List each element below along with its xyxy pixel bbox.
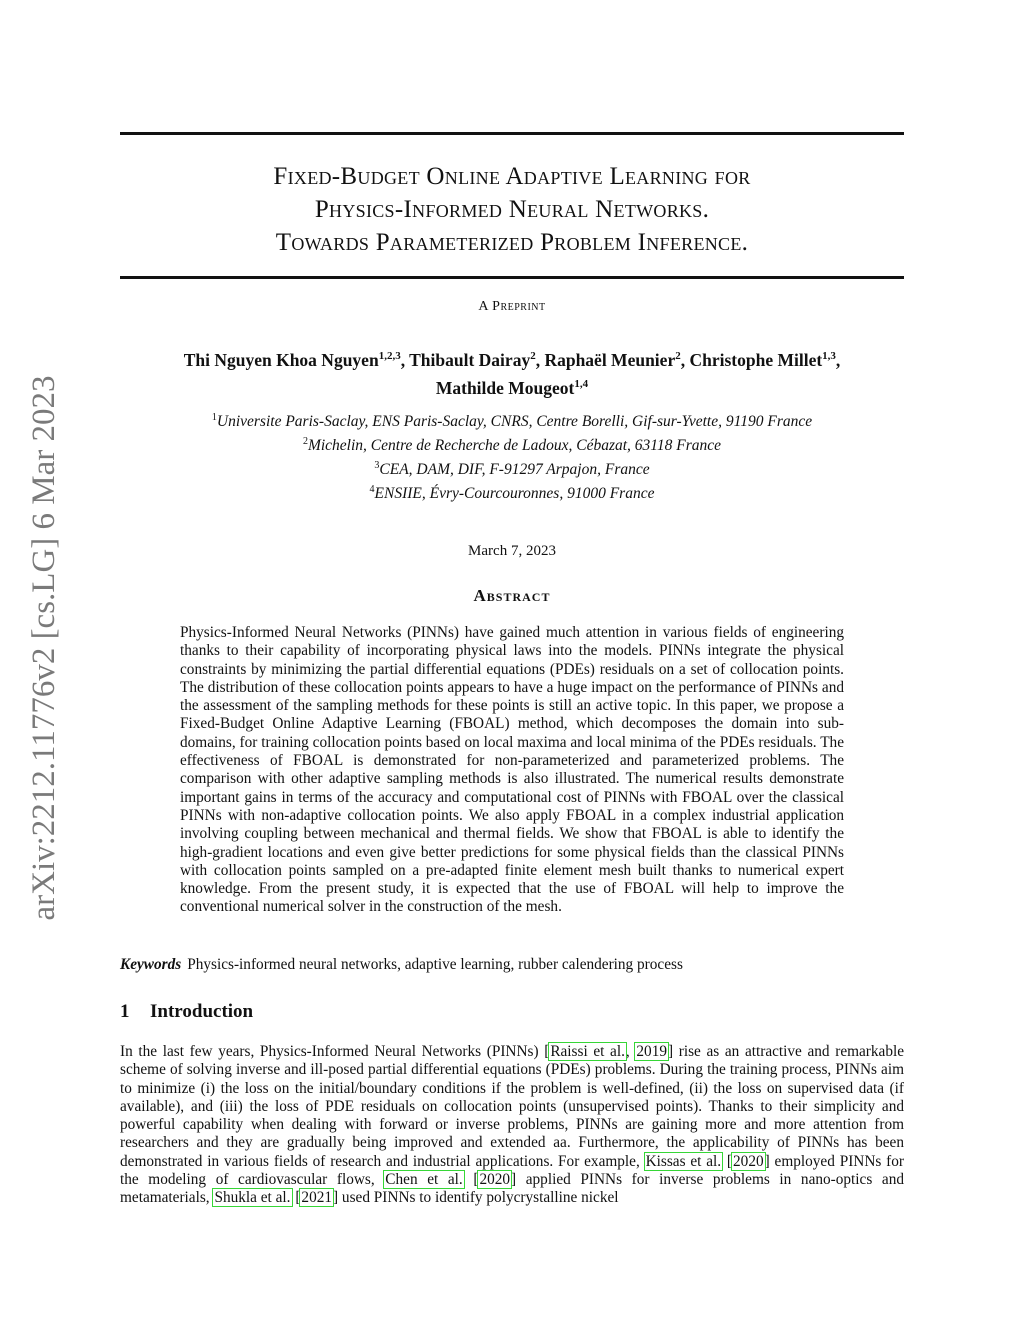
author-name: Thi Nguyen Khoa Nguyen [183,349,379,370]
author-line [120,372,904,400]
title-line: Towards Parameterized Problem Inference. [275,229,749,256]
keywords-label: Keywords [120,956,182,973]
preprint-label: A Preprint [478,299,546,314]
author-name: Christophe Millet [689,349,823,370]
title-line: Fixed-Budget Online Adaptive Learning for [273,163,751,190]
text-run: [ [291,1189,301,1207]
affiliation-number: 2 [302,436,308,448]
affiliation-text: ENSIIE, Évry-Courcouronnes, 91000 France [374,485,655,503]
section-title: Introduction [150,1001,254,1022]
author-separator: , [835,349,841,370]
author-affil-sup: 1,2,3 [378,350,401,362]
author-separator: , [680,349,690,370]
citation-link[interactable]: Shukla et al. [214,1189,291,1207]
author-affil-sup: 1,3 [822,350,836,362]
author-separator: , [535,349,545,370]
publication-date: March 7, 2023 [468,543,556,559]
text-run: ] employed PINNs for the modeling of cardiovascular flows, [120,1152,905,1189]
author-name: Raphaël Meunier [544,349,676,370]
text-run: ] rise as an attractive and remarkable scheme of solving inverse and ill-posed partial differential equations (PDEs) problems. During the training process, PINNs aim to minimize (i) the loss on the initial/boundary conditions if the problem is well-defined, (ii) the loss on supervised data (if available), and (iii) the loss of PDE residuals on collocation points (unsupervised points). Thanks to their simplicity and powerful capability when dealing with forward or inverse problems, PINNs are gaining more and more attention from researchers and they are gradually being improved and extended aa. Furthermore, the applicability of PINNs has been demonstrated in various fields of research and industrial applications. For example, [120,1043,905,1170]
author-line [120,344,904,372]
citation-link[interactable]: Chen et al. [385,1171,463,1189]
affiliation [120,456,904,480]
introduction-paragraph [120,1043,904,1208]
text-run: , [625,1043,636,1060]
affiliation-number: 4 [369,484,375,496]
affiliation-text: Michelin, Centre de Recherche de Ladoux, Cébazat, 63118 France [307,437,722,455]
citation-link[interactable]: 2019 [636,1043,667,1060]
abstract-heading: Abstract [473,586,551,605]
abstract-text: Physics-Informed Neural Networks (PINNs) have gained much attention in various fields of engineering thanks to their capability of incorporating physical laws into the models. PINNs integrate the physical constraints by minimizing the partial differential equations (PDEs) residuals on a set of collocation points. The distribution of these collocation points appears to have a huge impact on the performance of PINNs and the assessment of the sampling methods for these points is still an active topic. In this paper, we propose a Fixed-Budget Online Adaptive Learning (FBOAL) method, which decomposes the domain into sub-domains, for training collocation points based on local maxima and local minima of the PDEs residuals. The effectiveness of FBOAL is demonstrated for non-parameterized and parameterized problems. The comparison with other adaptive sampling methods is also illustrated. The numerical results demonstrate important gains in terms of the accuracy and computational cost of PINNs with FBOAL over the classical PINNs with non-adaptive collocation points. We also apply FBOAL in a complex industrial application involving coupling between mechanical and thermal fields. We show that FBOAL is able to identify the high-gradient locations and even give better predictions for some physical fields than the classical PINNs with collocation points sampled on a pre-adapted finite element mesh built thanks to numerical expert knowledge. From the present study, it is expected that the use of FBOAL will help to improve the conventional numerical solver in the construction of the mesh. [180,624,844,916]
author-list [120,344,904,400]
title-line: Physics-Informed Neural Networks. [314,196,710,223]
title-rule-top [120,132,904,135]
section-heading [120,1001,253,1023]
affiliation-list [120,408,904,505]
affiliation-number: 3 [374,460,380,472]
affiliation-text: CEA, DAM, DIF, F-91297 Arpajon, France [379,461,650,479]
author-affil-sup: 1,4 [574,377,589,390]
text-run: ] applied PINNs for inverse problems in nano-optics and metamaterials, [120,1171,905,1207]
affiliation [120,408,904,432]
keywords [120,956,904,974]
affiliation [120,432,904,456]
author-affil-sup: 2 [675,350,681,362]
text-run: In the last few years, Physics-Informed Neural Networks (PINNs) [ [120,1043,550,1060]
keywords-text: Physics-informed neural networks, adaptive learning, rubber calendering process [187,956,683,973]
author-name: Thibault Dairay [409,349,531,370]
citation-link[interactable]: Kissas et al. [645,1152,722,1170]
text-run: [ [722,1152,733,1170]
citation-link[interactable]: 2020 [479,1171,511,1189]
author-affil-sup: 2 [530,350,536,362]
title-rule-bottom [120,276,904,279]
text-run: [ [463,1171,479,1189]
author-name: Mathilde Mougeot [435,377,575,398]
affiliation [120,480,904,504]
affiliation-text: Universite Paris-Saclay, ENS Paris-Saclay, CNRS, Centre Borelli, Gif-sur-Yvette, 91190 France [216,413,813,431]
paper-title [120,160,904,259]
text-run: ] used PINNs to identify polycrystalline nickel [333,1189,619,1207]
affiliation-number: 1 [211,412,217,423]
citation-link[interactable]: Raissi et al. [550,1043,625,1060]
citation-link[interactable]: 2020 [733,1152,764,1170]
arxiv-identifier-stamp: arXiv:2212.11776v2 [cs.LG] 6 Mar 2023 [26,375,62,921]
author-separator: , [400,349,410,370]
section-number: 1 [120,1001,130,1022]
citation-link[interactable]: 2021 [301,1189,333,1207]
